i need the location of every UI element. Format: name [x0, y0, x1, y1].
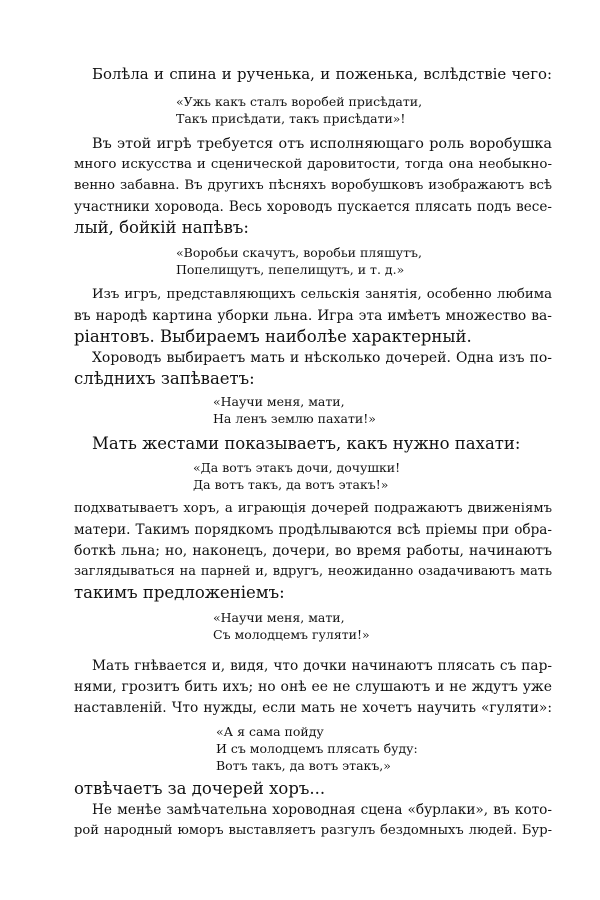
verse-line: «Ужь какъ сталъ воробей присѣдати, — [176, 94, 423, 109]
text-line: отвѣчаетъ за дочерей хоръ... — [74, 779, 326, 798]
paragraph-line: боткѣ льна; но, наконецъ, дочери, во время работы, начинаютъ — [74, 543, 552, 559]
verse-line: «А я сама пойду — [216, 724, 324, 739]
verse-line: Да вотъ такъ, да вотъ этакъ!» — [193, 477, 389, 492]
paragraph-line: въ народѣ картина уборки льна. Игра эта имѣетъ множество ва- — [74, 308, 552, 324]
paragraph-line: много искусства и сценической даровитости, тогда она необыкно- — [74, 157, 552, 172]
paragraph-line: участники хоровода. Весь хороводъ пускается плясать подъ весе- — [74, 199, 552, 215]
paragraph-line: ріантовъ. Выбираемъ наиболѣе характерный. — [74, 327, 472, 346]
paragraph-line: Не менѣе замѣчательна хороводная сцена «бурлаки», въ кото- — [92, 802, 552, 818]
verse-line: На ленъ землю пахати!» — [213, 411, 376, 426]
paragraph-line: матери. Такимъ порядкомъ продѣлываются всѣ пріемы при обра- — [74, 522, 552, 538]
verse-line: Съ молодцемъ гуляти!» — [213, 627, 370, 642]
paragraph-line: рой народный юморъ выставляетъ разгулъ бездомныхъ людей. Бур- — [74, 823, 552, 838]
paragraph-line: Мать гнѣвается и, видя, что дочки начинаютъ плясать съ пар- — [92, 658, 552, 674]
verse-line: «Научи меня, мати, — [213, 394, 345, 409]
paragraph-line: подхватываетъ хоръ, а играющія дочерей подражаютъ движеніямъ — [74, 501, 552, 516]
verse-line: «Воробьи скачутъ, воробьи пляшутъ, — [176, 245, 422, 260]
paragraph-line: заглядываться на парней и, вдругъ, неожиданно озадачиваютъ мать — [74, 564, 552, 579]
verse-line: И съ молодцемъ плясать буду: — [216, 741, 418, 756]
paragraph-line: наставленій. Что нужды, если мать не хочетъ научить «гуляти»: — [74, 700, 552, 716]
paragraph-line: такимъ предложеніемъ: — [74, 583, 285, 602]
text-line: Мать жестами показываетъ, какъ нужно пахати: — [92, 434, 521, 453]
paragraph-line: Въ этой игрѣ требуется отъ исполняющаго роль воробушка — [92, 136, 552, 152]
paragraph-line: Изъ игръ, представляющихъ сельскія занятія, особенно любима — [92, 287, 552, 302]
verse-line: Попелищутъ, пепелищутъ, и т. д.» — [176, 262, 405, 277]
verse-line: Вотъ такъ, да вотъ этакъ,» — [216, 758, 391, 773]
verse-line: «Да вотъ этакъ дочи, дочушки! — [193, 460, 401, 475]
paragraph-line: нями, грозитъ бить ихъ; но онѣ ее не слушаютъ и не ждутъ уже — [74, 679, 552, 695]
paragraph-line: Хороводъ выбираетъ мать и нѣсколько дочерей. Одна изъ по- — [92, 350, 552, 366]
verse-line: «Научи меня, мати, — [213, 610, 345, 625]
text-line: Болѣла и спина и рученька, и поженька, вслѣдствіе чего: — [92, 65, 552, 83]
paragraph-line: лый, бойкій напѣвъ: — [74, 218, 249, 237]
verse-line: Такъ присѣдати, такъ присѣдати»! — [176, 111, 406, 126]
paragraph-line: слѣднихъ запѣваетъ: — [74, 369, 255, 388]
paragraph-line: венно забавна. Въ другихъ пѣсняхъ воробушковъ изображаютъ всѣ — [74, 178, 552, 193]
